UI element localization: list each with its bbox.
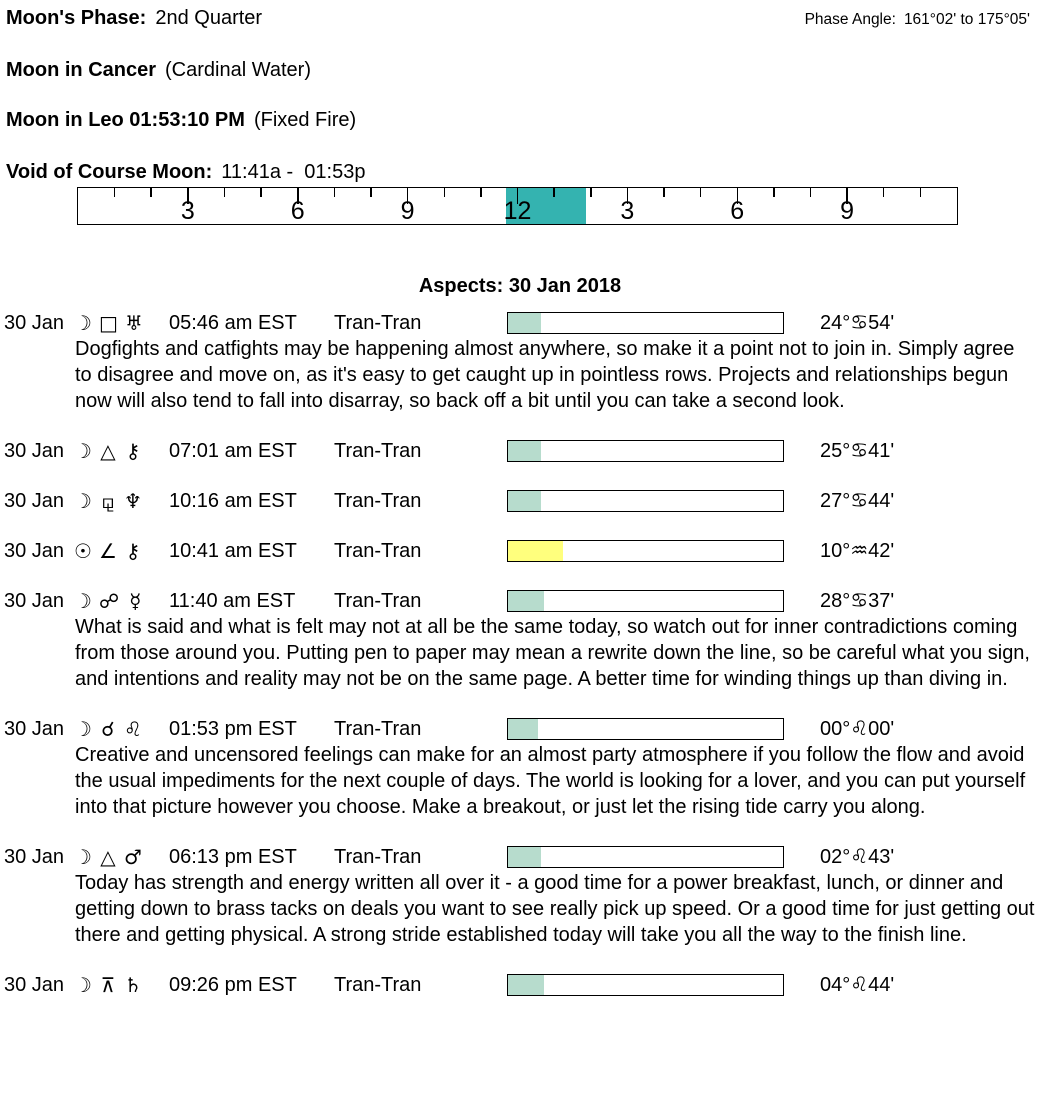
aspect-block xyxy=(4,716,1040,820)
aspect-block xyxy=(4,310,1040,414)
aspect-glyphs xyxy=(74,844,169,870)
aspect-strength-fill xyxy=(508,719,538,739)
hour-tick xyxy=(150,188,152,197)
aspect-strength-bar xyxy=(507,974,784,996)
aspect-type: Tran-Tran xyxy=(334,540,422,562)
aspect-strength-fill xyxy=(508,313,541,333)
hour-tick xyxy=(260,188,262,197)
hour-tick xyxy=(553,188,555,197)
moon-glyph: ☽ xyxy=(74,973,92,997)
aspect-description: Creative and uncensored feelings can make for an almost party atmosphere if you follow the flow and avoid the usual impediments for the next couple of days. The world is looking for a lover, and you can put yourself into that picture however you choose. Make a breakout, or just let the rising tide carry you along. xyxy=(75,744,1026,818)
aspect-type: Tran-Tran xyxy=(334,718,422,740)
aspect-time: 10:16 am EST xyxy=(169,490,297,512)
aspect-strength-bar xyxy=(507,846,784,868)
hour-label: 12 xyxy=(503,197,532,225)
aspect-time: 10:41 am EST xyxy=(169,540,297,562)
moon-next-sign-label: Moon in Leo 01:53:10 PM xyxy=(6,109,245,131)
aspect-description: Today has strength and energy written all over it - a good time for a power breakfast, lunch, or dinner and getting down to brass tacks on deals you want to see really pick up speed. Or a good time for just getting out there and getting physical. A strong stride established today will take you all the way to the finish line. xyxy=(75,872,1035,946)
moon-glyph: ☽ xyxy=(74,845,92,869)
hour-label: 3 xyxy=(180,197,195,225)
aspect-date: 30 Jan xyxy=(4,540,65,562)
aspect-description: What is said and what is felt may not at all be the same today, so watch out for inner contradictions coming from those around you. Putting pen to paper may mean a rewrite down the line, so be careful what you sign, and intentions and reality may not be on the same page. A better time for winding things up than diving in. xyxy=(75,616,1030,690)
hour-tick xyxy=(590,188,592,197)
chiron-glyph: ⚷ xyxy=(125,439,141,463)
aspect-rows xyxy=(0,310,1040,998)
aspect-strength-fill xyxy=(508,491,541,511)
hour-tick xyxy=(334,188,336,197)
chiron-glyph: ⚷ xyxy=(125,539,141,563)
void-of-course-line xyxy=(6,160,1040,184)
aspect-date: 30 Jan xyxy=(4,718,65,740)
aspect-strength-fill xyxy=(508,441,541,461)
aspect-glyphs xyxy=(74,972,169,998)
moon-glyph: ☽ xyxy=(74,589,92,613)
aspect-time: 06:13 pm EST xyxy=(169,846,297,868)
uranus-glyph: ♅ xyxy=(124,311,143,335)
moon-glyph: ☽ xyxy=(74,439,92,463)
hour-tick xyxy=(663,188,665,197)
hour-label: 9 xyxy=(840,197,855,225)
aspect-row xyxy=(4,310,1040,336)
aspect-time: 11:40 am EST xyxy=(169,590,296,612)
aspect-glyphs xyxy=(74,310,169,336)
aspect-type: Tran-Tran xyxy=(334,590,422,612)
moons-phase-value: 2nd Quarter xyxy=(155,7,263,29)
trine-aspect-glyph: △ xyxy=(100,845,116,869)
hour-label: 6 xyxy=(730,197,745,225)
aspect-strength-fill xyxy=(508,975,544,995)
aspect-type: Tran-Tran xyxy=(334,440,422,462)
moon-next-sign-quality: (Fixed Fire) xyxy=(253,109,357,131)
phase-angle-label: Phase Angle: xyxy=(804,11,896,28)
aspect-time: 09:26 pm EST xyxy=(169,974,297,996)
aspect-glyphs xyxy=(74,538,169,564)
aspect-type: Tran-Tran xyxy=(334,974,422,996)
phase-angle-value: 161°02' to 175°05' xyxy=(903,11,1030,28)
moon-next-sign-line xyxy=(6,108,1040,132)
aspect-strength-bar xyxy=(507,312,784,334)
hour-tick xyxy=(370,188,372,197)
hour-tick xyxy=(114,188,116,197)
aspect-row xyxy=(4,844,1040,870)
moon-sign-line xyxy=(6,58,1040,82)
sesquiquadrate-aspect-glyph: ⚼ xyxy=(101,489,115,513)
aspect-type: Tran-Tran xyxy=(334,846,422,868)
aspect-block xyxy=(4,588,1040,692)
moon-sign-quality: (Cardinal Water) xyxy=(165,59,311,81)
aspect-row xyxy=(4,588,1040,614)
aspect-glyphs xyxy=(74,438,169,464)
hour-tick xyxy=(444,188,446,197)
aspect-description: Dogfights and catfights may be happening almost anywhere, so make it a point not to join in. Simply agree to disagree and move on, as it's easy to get caught up in pointless rows. Projects and relationships begun now will also tend to fall into disarray, so back off a bit until you can take a second look. xyxy=(75,338,1015,412)
aspect-strength-fill xyxy=(508,591,544,611)
quincunx-aspect-glyph: ⊼ xyxy=(100,973,116,997)
aspect-time: 07:01 am EST xyxy=(169,440,297,462)
square-aspect-glyph: □ xyxy=(99,311,118,335)
aspect-position: 04°♌44' xyxy=(820,974,895,996)
aspect-strength-bar xyxy=(507,540,784,562)
aspects-title: Aspects: 30 Jan 2018 xyxy=(418,275,622,297)
aspect-block xyxy=(4,844,1040,948)
hour-tick xyxy=(224,188,226,197)
aspect-row xyxy=(4,488,1040,514)
aspect-date: 30 Jan xyxy=(4,490,65,512)
mars-glyph: ♂ xyxy=(124,845,142,869)
phase-angle xyxy=(805,8,1030,32)
aspect-block xyxy=(4,538,1040,564)
hour-tick xyxy=(810,188,812,197)
aspect-block xyxy=(4,488,1040,514)
aspect-time: 01:53 pm EST xyxy=(169,718,297,740)
aspect-position: 02°♌43' xyxy=(820,846,895,868)
saturn-glyph: ♄ xyxy=(124,973,142,997)
hour-label: 9 xyxy=(400,197,415,225)
aspect-strength-fill xyxy=(508,541,563,561)
aspect-type: Tran-Tran xyxy=(334,312,422,334)
semisquare-aspect-glyph: ∠ xyxy=(99,539,117,563)
aspect-position: 24°♋54' xyxy=(820,312,895,334)
aspect-position: 25°♋41' xyxy=(820,440,895,462)
hour-label: 3 xyxy=(620,197,635,225)
trine-aspect-glyph: △ xyxy=(100,439,116,463)
aspect-strength-bar xyxy=(507,440,784,462)
hour-tick xyxy=(480,188,482,197)
hour-tick xyxy=(883,188,885,197)
moon-glyph: ☽ xyxy=(74,717,92,741)
aspect-row xyxy=(4,438,1040,464)
aspect-glyphs xyxy=(74,588,169,614)
aspect-row xyxy=(4,972,1040,998)
moons-phase-line xyxy=(6,0,1040,30)
aspect-row xyxy=(4,538,1040,564)
aspect-position: 10°♒42' xyxy=(820,540,895,562)
void-of-course-label: Void of Course Moon: xyxy=(6,161,213,183)
void-of-course-times: 11:41a - 01:53p xyxy=(221,161,366,183)
aspect-date: 30 Jan xyxy=(4,974,65,996)
hour-tick xyxy=(700,188,702,197)
aspect-type: Tran-Tran xyxy=(334,490,422,512)
moon-glyph: ☽ xyxy=(74,311,92,335)
aspect-time: 05:46 am EST xyxy=(169,312,297,334)
moons-phase-label: Moon's Phase: xyxy=(6,7,147,29)
aspect-glyphs xyxy=(74,716,169,742)
aspect-strength-bar xyxy=(507,718,784,740)
neptune-glyph: ♆ xyxy=(124,489,142,513)
aspect-position: 27°♋44' xyxy=(820,490,895,512)
aspect-strength-bar xyxy=(507,590,784,612)
aspect-block xyxy=(4,972,1040,998)
conjunction-aspect-glyph: ☌ xyxy=(101,717,115,741)
aspect-date: 30 Jan xyxy=(4,846,65,868)
opposition-aspect-glyph: ☍ xyxy=(99,589,120,613)
aspect-row xyxy=(4,716,1040,742)
aspect-date: 30 Jan xyxy=(4,440,65,462)
hour-tick xyxy=(920,188,922,197)
aspect-date: 30 Jan xyxy=(4,312,65,334)
aspect-strength-bar xyxy=(507,490,784,512)
moon-sign-label: Moon in Cancer xyxy=(6,59,157,81)
voc-ruler xyxy=(77,187,958,225)
leo-sign-glyph: ♌ xyxy=(124,717,142,741)
moon-glyph: ☽ xyxy=(74,489,92,513)
hour-tick xyxy=(773,188,775,197)
aspect-strength-fill xyxy=(508,847,541,867)
mercury-glyph: ☿ xyxy=(129,589,142,613)
aspect-position: 28°♋37' xyxy=(820,590,895,612)
aspect-date: 30 Jan xyxy=(4,590,65,612)
aspect-block xyxy=(4,438,1040,464)
aspect-position: 00°♌00' xyxy=(820,718,895,740)
sun-glyph: ☉ xyxy=(74,539,92,563)
hour-label: 6 xyxy=(290,197,305,225)
aspect-glyphs xyxy=(74,488,169,514)
